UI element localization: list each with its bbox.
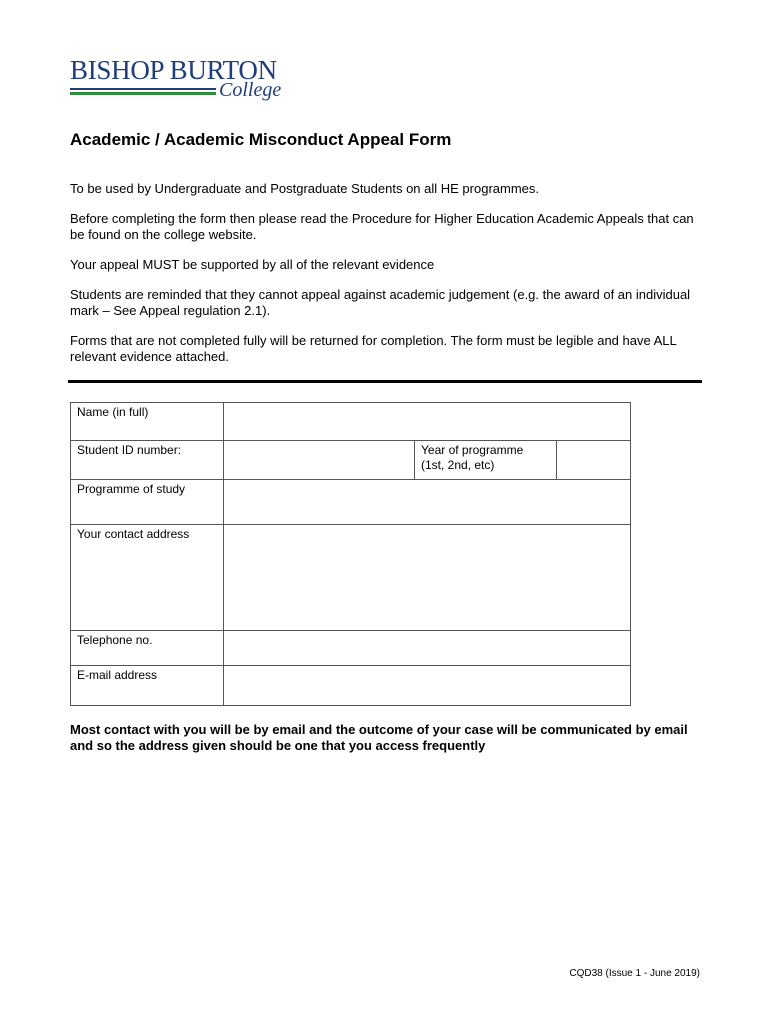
logo-bottom-row	[70, 79, 282, 101]
logo-subname: College	[219, 79, 282, 101]
table-row	[71, 480, 631, 525]
email-label: E-mail address	[71, 666, 224, 706]
intro-paragraph: Students are reminded that they cannot appeal against academic judgement (e.g. the award of an individual mark – See Appeal regulation 2.1).	[70, 287, 691, 318]
contact-address-label: Your contact address	[71, 525, 224, 631]
year-of-programme-field[interactable]	[557, 441, 631, 480]
intro-paragraph: Before completing the form then please read the Procedure for Higher Education Academic Appeals that can be found on the college website.	[70, 211, 694, 242]
programme-field[interactable]	[224, 480, 631, 525]
student-id-field[interactable]	[224, 441, 415, 480]
year-label-line-2: (1st, 2nd, etc)	[421, 458, 495, 472]
contact-address-field[interactable]	[224, 525, 631, 631]
table-row	[71, 403, 631, 441]
intro-paragraph: Your appeal MUST be supported by all of the relevant evidence	[70, 257, 435, 272]
page-title: Academic / Academic Misconduct Appeal Form	[70, 130, 452, 149]
programme-label: Programme of study	[71, 480, 224, 525]
name-label: Name (in full)	[71, 403, 224, 441]
table-row	[71, 441, 631, 480]
logo-line-green	[70, 92, 216, 95]
telephone-label: Telephone no.	[71, 631, 224, 666]
email-field[interactable]	[224, 666, 631, 706]
table-row	[71, 525, 631, 631]
student-details-table	[70, 402, 631, 706]
section-divider	[68, 380, 702, 383]
college-logo	[70, 56, 282, 102]
logo-line-blue	[70, 88, 216, 90]
table-row	[71, 666, 631, 706]
email-notice: Most contact with you will be by email and the outcome of your case will be communicated by email and so the address given should be one that you access frequently	[70, 722, 688, 753]
year-of-programme-label	[415, 441, 557, 480]
year-label-line-1: Year of programme	[421, 443, 524, 457]
name-field[interactable]	[224, 403, 631, 441]
table-row	[71, 631, 631, 666]
student-id-label: Student ID number:	[71, 441, 224, 480]
intro-paragraph: Forms that are not completed fully will be returned for completion. The form must be legible and have ALL relevant evidence attached.	[70, 333, 677, 364]
telephone-field[interactable]	[224, 631, 631, 666]
logo-lines	[70, 88, 216, 95]
intro-text	[70, 181, 710, 379]
logo-name: BISHOP BURTON	[70, 55, 277, 85]
intro-paragraph: To be used by Undergraduate and Postgraduate Students on all HE programmes.	[70, 181, 540, 196]
document-reference: CQD38 (Issue 1 - June 2019)	[569, 968, 700, 979]
